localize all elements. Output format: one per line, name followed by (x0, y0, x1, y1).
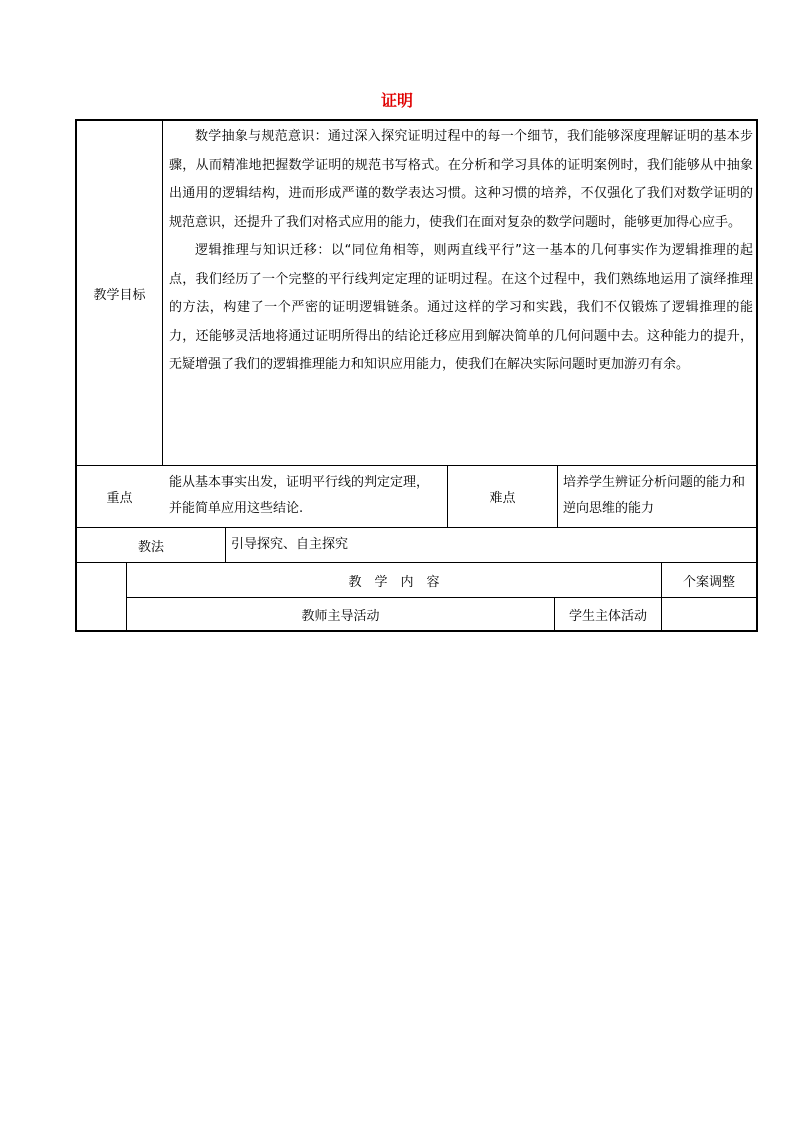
teaching-content-header: 教 学 内 容 (348, 574, 440, 590)
divider (77, 465, 756, 466)
objective-paragraph: 数学抽象与规范意识：通过深入探究证明过程中的每一个细节，我们能够深度理解证明的基本步骤，从而精准地把握数学证明的规范书写格式。在分析和学习具体的证明案例时，我们能够从中抽象出通用的逻辑结构，进而形成严谨的数学表达习惯。这种习惯的培养，不仅强化了我们对数学证明的规范意识，还提升了我们对格式应用的能力，使我们在面对复杂的数学问题时，能够更加得心应手。 (169, 129, 753, 230)
teacher-activity-header: 教师主导活动 (301, 608, 380, 624)
lesson-plan-table (75, 119, 758, 632)
case-adjustment-header: 个案调整 (682, 574, 735, 590)
difficulties-text: 培养学生辨证分析问题的能力和逆向思维的能力 (563, 475, 746, 516)
key-points-label: 重点 (106, 491, 133, 506)
objectives-label: 教学目标 (93, 287, 146, 303)
method-label: 教法 (137, 539, 164, 555)
key-points-text: 能从基本事实出发，证明平行线的判定定理，并能简单应用这些结论. (169, 475, 430, 516)
objective-paragraph: 逻辑推理与知识迁移：以“同位角相等，则两直线平行”这一基本的几何事实作为逻辑推理的起点，我们经历了一个完整的平行线判定定理的证明过程。在这个过程中，我们熟练地运用了演绎推理的方法，构建了一个严密的证明逻辑链条。通过这样的学习和实践，我们不仅锻炼了逻辑推理的能力，还能够灵活地将通过证明所得出的结论迁移应用到解决简单的几何问题中去。这种能力的提升，无疑增强了我们的逻辑推理能力和知识应用能力，使我们在解决实际问题时更加游刃有余。 (169, 243, 753, 372)
difficulties-label: 难点 (489, 491, 516, 506)
objectives-text (169, 123, 753, 463)
method-text: 引导探究、自主探究 (231, 537, 349, 552)
divider (225, 527, 226, 562)
page-title: 证明 (380, 91, 413, 110)
divider (162, 121, 163, 465)
divider (557, 465, 558, 527)
student-activity-header: 学生主体活动 (568, 608, 647, 624)
